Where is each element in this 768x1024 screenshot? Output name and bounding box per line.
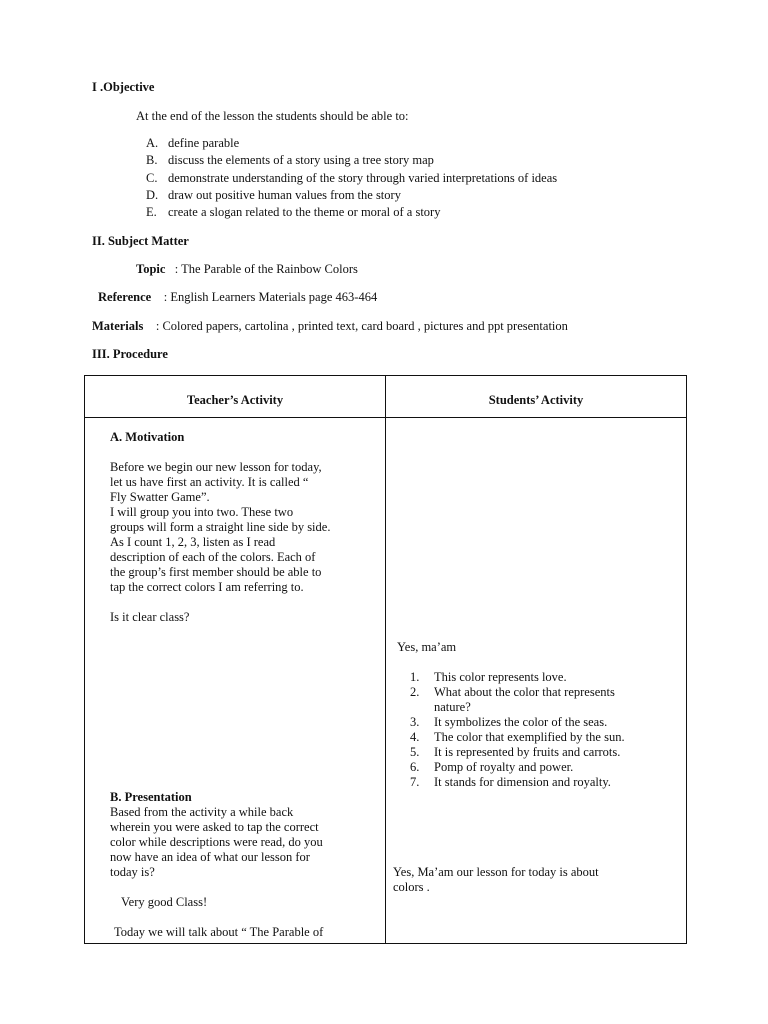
motivation-line: tap the correct colors I am referring to. <box>110 580 304 594</box>
objective-item-text: draw out positive human values from the story <box>168 188 401 202</box>
reference-row <box>98 290 377 305</box>
topic-row <box>136 262 358 277</box>
motivation-line: Fly Swatter Game”. <box>110 490 210 504</box>
objective-item-letter: A. <box>146 136 159 150</box>
motivation-line: description of each of the colors. Each of <box>110 550 316 564</box>
list-number: 6. <box>410 760 420 774</box>
list-text: It is represented by fruits and carrots. <box>434 745 621 759</box>
objective-item-text: define parable <box>168 136 240 150</box>
procedure-table <box>84 375 687 944</box>
materials-label: Materials <box>92 319 144 333</box>
objective-item <box>146 188 401 203</box>
topic-label: Topic <box>136 262 166 276</box>
clear-question: Is it clear class? <box>110 610 190 624</box>
list-text: The color that exemplified by the sun. <box>434 730 625 744</box>
motivation-line: I will group you into two. These two <box>110 505 294 519</box>
student-list-item <box>410 670 567 685</box>
students-activity-header: Students’ Activity <box>386 376 687 418</box>
objective-intro: At the end of the lesson the students should be able to: <box>136 109 409 123</box>
presentation-line: Based from the activity a while back <box>110 805 294 819</box>
list-text: Pomp of royalty and power. <box>434 760 574 774</box>
objective-item <box>146 171 557 186</box>
objective-item <box>146 136 239 151</box>
list-number: 3. <box>410 715 420 729</box>
presentation-line: now have an idea of what our lesson for <box>110 850 310 864</box>
student-answer-line: colors . <box>393 880 430 894</box>
motivation-line: groups will form a straight line side by side. <box>110 520 331 534</box>
presentation-heading: B. Presentation <box>110 790 192 804</box>
list-number: 4. <box>410 730 420 744</box>
reference-value: : English Learners Materials page 463-464 <box>163 290 378 304</box>
presentation-line: color while descriptions were read, do you <box>110 835 323 849</box>
materials-row <box>92 319 568 334</box>
student-list-item <box>410 715 607 730</box>
motivation-line: let us have first an activity. It is called “ <box>110 475 309 489</box>
procedure-heading: III. Procedure <box>92 347 168 361</box>
today-line: Today we will talk about “ The Parable of <box>114 925 324 939</box>
student-answer-line: Yes, Ma’am our lesson for today is about <box>393 865 599 879</box>
topic-value: : The Parable of the Rainbow Colors <box>174 262 358 276</box>
presentation-line: wherein you were asked to tap the correct <box>110 820 319 834</box>
student-list-item <box>410 685 615 700</box>
motivation-line: Before we begin our new lesson for today, <box>110 460 322 474</box>
objective-item-letter: C. <box>146 171 158 185</box>
student-list-item <box>410 745 620 760</box>
teacher-activity-header: Teacher’s Activity <box>85 376 386 418</box>
procedure-body-row <box>85 418 687 944</box>
student-list-item <box>410 760 573 775</box>
motivation-line: As I count 1, 2, 3, listen as I read <box>110 535 276 549</box>
motivation-heading: A. Motivation <box>110 430 185 444</box>
list-number: 2. <box>410 685 420 699</box>
objective-item-text: demonstrate understanding of the story through varied interpretations of ideas <box>168 171 558 185</box>
list-text-continued: nature? <box>434 700 471 714</box>
student-list-item <box>410 775 611 790</box>
objective-item <box>146 205 440 220</box>
motivation-line: the group’s first member should be able to <box>110 565 322 579</box>
objective-heading: I .Objective <box>92 80 155 94</box>
very-good-line: Very good Class! <box>121 895 208 909</box>
list-text: It stands for dimension and royalty. <box>434 775 611 789</box>
materials-value: : Colored papers, cartolina , printed text, card board , pictures and ppt presentation <box>155 319 568 333</box>
student-answer: Yes, ma’am <box>397 640 457 654</box>
objective-item-letter: B. <box>146 153 158 167</box>
subject-matter-heading: II. Subject Matter <box>92 234 189 248</box>
list-text: This color represents love. <box>434 670 567 684</box>
procedure-header-row <box>85 376 687 418</box>
list-number: 7. <box>410 775 420 789</box>
list-text: It symbolizes the color of the seas. <box>434 715 608 729</box>
objective-item <box>146 153 434 168</box>
student-list-item <box>410 730 625 745</box>
students-activity-cell <box>386 418 687 944</box>
objective-item-letter: E. <box>146 205 157 219</box>
reference-label: Reference <box>98 290 152 304</box>
objective-item-text: discuss the elements of a story using a tree story map <box>168 153 434 167</box>
objective-item-text: create a slogan related to the theme or moral of a story <box>168 205 441 219</box>
list-text: What about the color that represents <box>434 685 615 699</box>
objective-item-letter: D. <box>146 188 159 202</box>
presentation-line: today is? <box>110 865 155 879</box>
list-number: 5. <box>410 745 420 759</box>
teacher-activity-cell <box>85 418 386 944</box>
list-number: 1. <box>410 670 420 684</box>
